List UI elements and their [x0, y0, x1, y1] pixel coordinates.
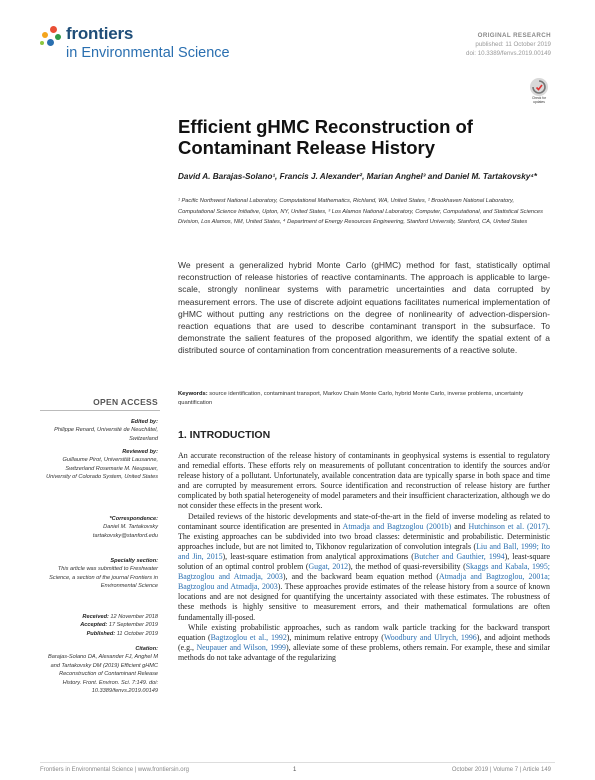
footer-divider	[40, 762, 555, 763]
journal-name: in Environmental Science	[66, 45, 230, 61]
citation-link[interactable]: Bagtzoglou et al., 1992	[210, 632, 287, 642]
journal-logo[interactable]	[40, 24, 240, 70]
received-label: Received:	[82, 614, 109, 620]
text-run: ), and adjoint methods (e.g.,	[178, 632, 550, 652]
page-number: 1	[293, 767, 297, 773]
text-run: ), least-square estimation from analytical approximations (	[222, 551, 414, 561]
affiliations: ¹ Pacific Northwest National Laboratory, Computational Mathematics, Richland, WA, United States, ² Brookhaven National Laboratory, Computational Science Initiative, Upton, NY, United States, ³ Los Alamos National Laboratory, Computer, Computational, and Statistical Sciences Division, Los Alamos, NM, United States, ⁴ Department of Energy Resources Engineering, Stanford University, Stanford, CA, United States	[178, 198, 543, 225]
correspondence	[40, 515, 158, 540]
footer-journal-link[interactable]: Frontiers in Environmental Science | www.frontiersin.org	[40, 767, 189, 773]
edited-by	[40, 418, 158, 443]
article-dates	[40, 613, 158, 638]
received-date: 12 November 2018	[110, 614, 158, 620]
author-list[interactable]: David A. Barajas-Solano¹, Francis J. Alexander², Marian Anghel³ and Daniel M. Tartakovsky⁴*	[178, 172, 537, 181]
text-run: and	[451, 521, 469, 531]
reviewed-by-label: Reviewed by:	[122, 449, 158, 455]
correspondence-text[interactable]: Daniel M. Tartakovsky tartakovsky@stanford.edu	[92, 524, 158, 539]
citation-link[interactable]: Liu and Ball, 1999; Ito and Jin, 2015	[178, 541, 550, 561]
citation-link[interactable]: Atmadja and Bagtzoglou (2001b)	[342, 521, 452, 531]
article-type: ORIGINAL RESEARCH	[477, 32, 551, 39]
specialty-section-label: Specialty section:	[110, 558, 158, 564]
text-run: ), minimum relative entropy (	[286, 632, 384, 642]
citation-link[interactable]: Hutchinson et al. (2017)	[468, 521, 549, 531]
published-date: published: 11 October 2019	[475, 41, 551, 48]
accepted-label: Accepted:	[80, 622, 108, 629]
text-run: While existing probabilistic approaches, such as random walk particle tracking for the backward transport equation (	[178, 622, 550, 642]
keywords-label: Keywords:	[178, 391, 208, 397]
body-text	[178, 451, 550, 663]
reviewed-by	[40, 448, 158, 482]
citation-label: Citation:	[135, 646, 158, 652]
check-updates-label: Check for updates	[531, 96, 547, 104]
keywords-text: source identification, contaminant transport, Markov Chain Monte Carlo, hybrid Monte Carlo, inverse problems, uncertainty quantification	[178, 391, 524, 406]
published-label: Published:	[86, 630, 116, 637]
citation-link[interactable]: Neupauer and Wilson, 1999	[196, 642, 287, 652]
citation-link[interactable]: Woodbury and Ulrych, 1996	[383, 632, 477, 642]
paragraph-1: An accurate reconstruction of the release history of contaminants in geophysical systems is essential to regulatory and remedial efforts. These efforts rely on measurements of pollutant concentration to identify the sources and/or release history of a pollutant. Unfortunately, available concentration data are typically sparse in both space and time and are corrupted by measurement errors. Source identification and reconstruction of release history are further complicated by both spatial heterogeneity of model parameters and their insufficient characterization, although we do not consider these effects in the present work.	[178, 451, 550, 511]
paragraph-2	[178, 512, 550, 623]
accepted-date: 17 September 2019	[108, 622, 158, 629]
doi-link[interactable]: doi: 10.3389/fenvs.2019.00149	[466, 50, 551, 57]
correspondence-label: *Correspondence:	[109, 516, 158, 522]
specialty-section	[40, 557, 158, 591]
abstract: We present a generalized hybrid Monte Carlo (gHMC) method for fast, statistically optimal reconstruction of release histories of reactive contaminants. The approach is applicable to large-scale, strongly nonlinear systems with parametric uncertainties and data corrupted by measurement errors. The use of discrete adjoint equations facilitates numerical implementation of gHMC without putting any restrictions on the degree of nonlinearity of advection-dispersion-reaction equations that are used to describe contaminant transport in the subsurface. To demonstrate the salient features of the proposed algorithm, we identify the spatial extent of a distributed source of contamination from concentration measurements of a reactive solute.	[178, 260, 550, 356]
published-date-side: 11 October 2019	[116, 630, 158, 637]
citation-link[interactable]: Gugat, 2012	[308, 562, 349, 572]
text-run: ), alleviate some of these problems, others remain. For example, these and similar methods do not take advantage of the regularizing	[178, 642, 551, 662]
article-title: Efficient gHMC Reconstruction of Contaminant Release History	[178, 116, 473, 158]
edited-by-label: Edited by:	[130, 419, 158, 425]
text-run: ), least-square solution of an optimal control problem (	[178, 551, 550, 572]
text-run: ), and the backward beam equation method (	[282, 572, 440, 582]
text-run: Detailed reviews of the historic developments and state-of-the-art in the field of inverse modeling as related to contaminant source identification are presented in	[178, 511, 550, 531]
text-run: ). These approaches provide estimates of the release history from a source of known locations and are not designed for quantifying the uncertainty associated with these estimates. The robustness of these methods is highly sensitive to measurement errors, and their mathematical formulations are often fundamentally ill-posed.	[178, 582, 550, 622]
citation-link[interactable]: Butcher and Gauthier, 1994	[413, 551, 505, 561]
citation-text: Barajas-Solano DA, Alexander FJ, Anghel M and Tartakovsky DM (2019) Efficient gHMC Reconstruction of Contaminant Release History. Front. Environ. Sci. 7:149. doi: 10.3389/fenvs.2019.00149	[48, 654, 158, 695]
citation-link[interactable]: Skaggs and Kabala, 1995; Bagtzoglou and Atmadja, 2003	[178, 562, 551, 582]
section-heading: 1. INTRODUCTION	[178, 429, 271, 441]
paragraph-3	[178, 623, 550, 663]
keywords	[178, 390, 550, 408]
footer-volume-info: October 2019 | Volume 7 | Article 149	[451, 767, 551, 773]
reviewed-by-text: Guillaume Pirot, Universität Lausanne, Switzerland Rosemarie M. Neupauer, University of Colorado System, United States	[46, 457, 158, 481]
citation	[40, 645, 158, 695]
text-run: . The existing approaches can be subdivided into two broad classes: deterministic and probabilistic. Deterministic approaches include, but are not limited to, Tikhonov regularization of convolution integrals (	[178, 521, 550, 551]
edited-by-text: Philippe Renard, Université de Neuchâtel, Switzerland	[54, 427, 158, 442]
check-for-updates-button[interactable]	[527, 78, 551, 105]
open-access-label: OPEN ACCESS	[93, 397, 158, 407]
frontiers-logo-icon	[40, 26, 64, 50]
brand-name: frontiers	[66, 24, 134, 43]
sidebar-divider	[40, 410, 160, 411]
check-updates-icon	[530, 78, 548, 96]
specialty-section-text: This article was submitted to Freshwater Science, a section of the journal Frontiers in Environmental Science	[49, 566, 158, 590]
citation-link[interactable]: Atmadja and Bagtzoglou, 2001a; Bagtzoglou and Atmadja, 2003	[178, 572, 550, 592]
text-run: ), the method of quasi-reversibility (	[348, 562, 466, 572]
